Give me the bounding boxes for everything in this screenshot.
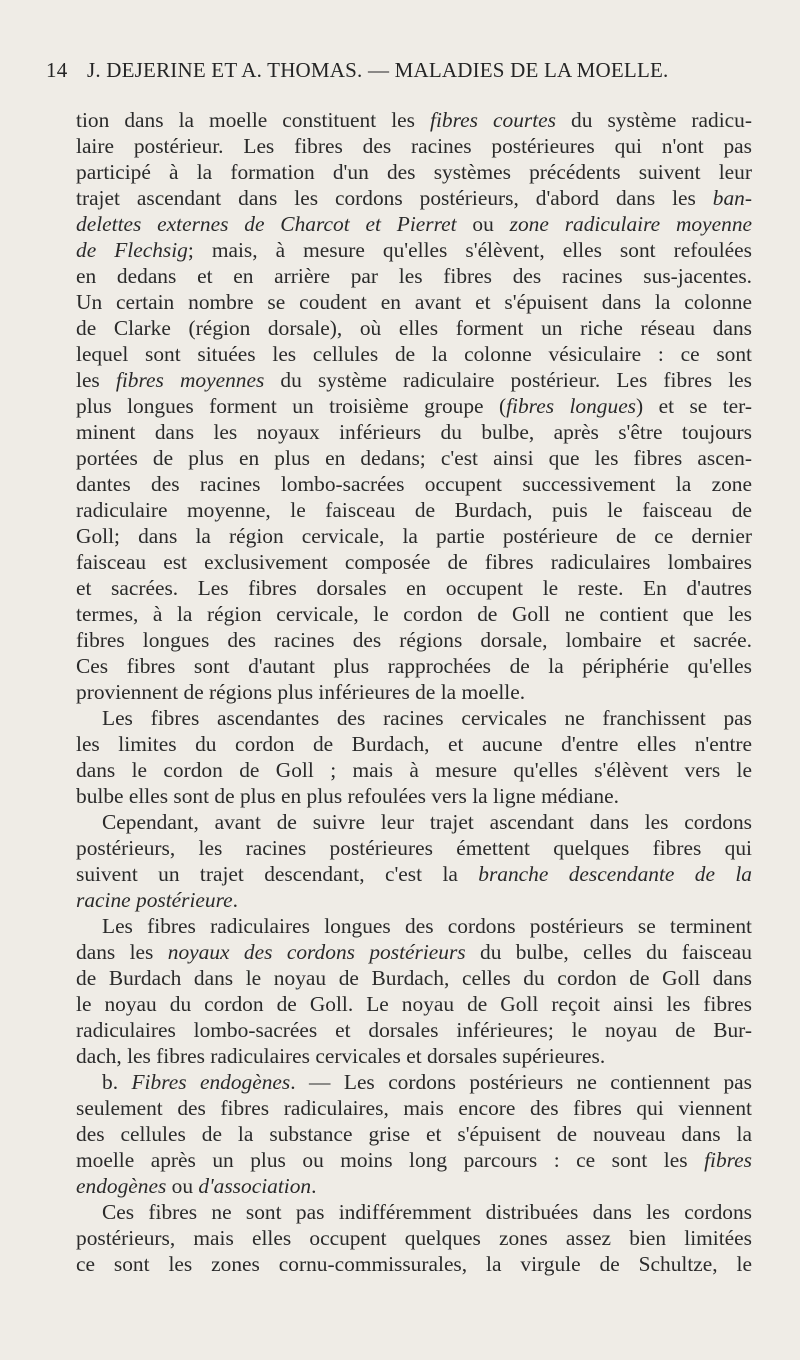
text-line (76, 367, 752, 393)
text-segment: lequel sont situées les cellules de la colonne vésiculaire : ce sont (76, 342, 752, 366)
running-head: J. DEJERINE ET A. THOMAS. — MALADIES DE LA MOELLE. (87, 58, 669, 82)
text-segment: moelle après un plus ou moins long parcours : ce sont les (76, 1148, 705, 1172)
text-segment: termes, à la région cervicale, le cordon de Goll ne contient que les (76, 602, 752, 626)
text-line (76, 679, 752, 705)
text-segment: postérieurs, les racines postérieures émettent quelques fibres qui (76, 836, 752, 860)
text-segment: les (76, 368, 116, 392)
text-segment: dans le cordon de Goll ; mais à mesure qu'elles s'élèvent vers le (76, 758, 752, 782)
text-line (76, 601, 752, 627)
text-line (76, 393, 752, 419)
text-segment: de Clarke (région dorsale), où elles forment un riche réseau dans (76, 316, 752, 340)
text-segment: dans les (76, 940, 168, 964)
text-segment: le noyau du cordon de Goll. Le noyau de Goll reçoit ainsi les fibres (76, 992, 752, 1016)
text-line (76, 809, 752, 835)
text-segment: . (232, 888, 238, 912)
italic-text: fibres (704, 1148, 752, 1172)
text-segment: radiculaire moyenne, le faisceau de Burdach, puis le faisceau de (76, 498, 752, 522)
text-line (76, 237, 752, 263)
text-line (76, 939, 752, 965)
text-line (76, 575, 752, 601)
text-segment: Ces fibres sont d'autant plus rapprochées de la périphérie qu'elles (76, 654, 752, 678)
text-line (76, 1069, 752, 1095)
text-segment: ce sont les zones cornu-commissurales, la virgule de Schultze, le (76, 1252, 752, 1276)
text-line (76, 965, 752, 991)
text-line (76, 549, 752, 575)
body-text (76, 107, 752, 1277)
text-line (76, 445, 752, 471)
text-line (76, 1095, 752, 1121)
text-segment: tion dans la moelle constituent les (76, 108, 431, 132)
text-segment: postérieurs, mais elles occupent quelques zones assez bien limitées (76, 1226, 752, 1250)
italic-text: fibres courtes (430, 108, 556, 132)
text-line (76, 523, 752, 549)
text-segment: participé à la formation d'un des systèmes précédents suivent leur (76, 160, 752, 184)
text-segment: et sacrées. Les fibres dorsales en occupent le reste. En d'autres (76, 576, 752, 600)
italic-text: fibres moyennes (115, 368, 265, 392)
text-line (76, 1251, 752, 1277)
text-segment: laire postérieur. Les fibres des racines postérieures qui n'ont pas (76, 134, 752, 158)
text-line (76, 341, 752, 367)
text-segment: proviennent de régions plus inférieures de la moelle. (76, 680, 526, 704)
text-segment: . — Les cordons postérieurs ne contiennent pas (290, 1070, 753, 1094)
text-segment: dantes des racines lombo-sacrées occupent successivement la zone (76, 472, 752, 496)
text-line (76, 835, 752, 861)
text-segment: Les fibres ascendantes des racines cervicales ne franchissent pas (102, 706, 752, 730)
text-line (76, 1043, 752, 1069)
text-line (76, 133, 752, 159)
italic-text: fibres longues (506, 394, 637, 418)
text-line (76, 1225, 752, 1251)
text-line (76, 887, 752, 913)
text-line (76, 497, 752, 523)
text-segment: minent dans les noyaux inférieurs du bulbe, après s'être toujours (76, 420, 752, 444)
text-segment: Ces fibres ne sont pas indifféremment distribuées dans les cordons (102, 1200, 752, 1224)
italic-text: Fibres endogènes (131, 1070, 291, 1094)
italic-text: delettes externes de Charcot et Pierret (76, 212, 457, 236)
text-segment: ; mais, à mesure qu'elles s'élèvent, elles sont refoulées (187, 238, 752, 262)
text-segment: fibres longues des racines des régions dorsale, lombaire et sacrée. (76, 628, 752, 652)
text-line (76, 1199, 752, 1225)
text-line (76, 1017, 752, 1043)
text-segment: des cellules de la substance grise et s'épuisent de nouveau dans la (76, 1122, 752, 1146)
text-segment: faisceau est exclusivement composée de fibres radiculaires lombaires (76, 550, 752, 574)
text-segment: bulbe elles sont de plus en plus refoulées vers la ligne médiane. (76, 784, 619, 808)
text-line (76, 913, 752, 939)
text-line (76, 263, 752, 289)
text-segment: Cependant, avant de suivre leur trajet ascendant dans les cordons (102, 810, 752, 834)
text-segment: ) et se ter- (636, 394, 752, 418)
text-line (76, 185, 752, 211)
text-line (76, 861, 752, 887)
text-segment: dach, les fibres radiculaires cervicales et dorsales supérieures. (76, 1044, 606, 1068)
text-segment: . (311, 1174, 317, 1198)
italic-text: noyaux des cordons postérieurs (167, 940, 466, 964)
italic-text: branche descendante de la (478, 862, 752, 886)
text-line (76, 627, 752, 653)
text-segment: du système radicu- (555, 108, 752, 132)
text-line (76, 289, 752, 315)
text-segment: seulement des fibres radiculaires, mais encore des fibres qui viennent (76, 1096, 752, 1120)
text-segment: plus longues forment un troisième groupe ( (76, 394, 507, 418)
text-line (76, 991, 752, 1017)
text-segment: b. (102, 1070, 132, 1094)
text-segment: radiculaires lombo-sacrées et dorsales inférieures; le noyau de Bur- (76, 1018, 752, 1042)
page-header (46, 58, 756, 86)
italic-text: d'association (198, 1174, 312, 1198)
text-segment: du système radiculaire postérieur. Les fibres les (264, 368, 752, 392)
text-segment: trajet ascendant dans les cordons postérieurs, d'abord dans les (76, 186, 713, 210)
text-line (76, 471, 752, 497)
text-line (76, 107, 752, 133)
text-line (76, 1173, 752, 1199)
text-line (76, 783, 752, 809)
text-segment: les limites du cordon de Burdach, et aucune d'entre elles n'entre (76, 732, 752, 756)
text-line (76, 211, 752, 237)
text-segment: Les fibres radiculaires longues des cordons postérieurs se terminent (102, 914, 752, 938)
italic-text: endogènes (76, 1174, 167, 1198)
text-line (76, 705, 752, 731)
text-segment: de Burdach dans le noyau de Burdach, celles du cordon de Goll dans (76, 966, 752, 990)
text-segment: du bulbe, celles du faisceau (465, 940, 752, 964)
text-line (76, 653, 752, 679)
text-line (76, 731, 752, 757)
italic-text: ban- (712, 186, 752, 210)
text-line (76, 159, 752, 185)
text-segment: ou (166, 1174, 199, 1198)
text-line (76, 757, 752, 783)
text-segment: Goll; dans la région cervicale, la partie postérieure de ce dernier (76, 524, 752, 548)
italic-text: de Flechsig (76, 238, 188, 262)
text-line (76, 315, 752, 341)
text-line (76, 1147, 752, 1173)
text-segment: en dedans et en arrière par les fibres des racines sus-jacentes. (76, 264, 752, 288)
text-segment: suivent un trajet descendant, c'est la (76, 862, 479, 886)
text-segment: ou (456, 212, 510, 236)
italic-text: racine postérieure (76, 888, 233, 912)
text-line (76, 419, 752, 445)
text-line (76, 1121, 752, 1147)
italic-text: zone radiculaire moyenne (509, 212, 753, 236)
text-segment: Un certain nombre se coudent en avant et s'épuisent dans la colonne (76, 290, 752, 314)
page-number: 14 (46, 58, 68, 82)
text-segment: portées de plus en plus en dedans; c'est ainsi que les fibres ascen- (76, 446, 752, 470)
